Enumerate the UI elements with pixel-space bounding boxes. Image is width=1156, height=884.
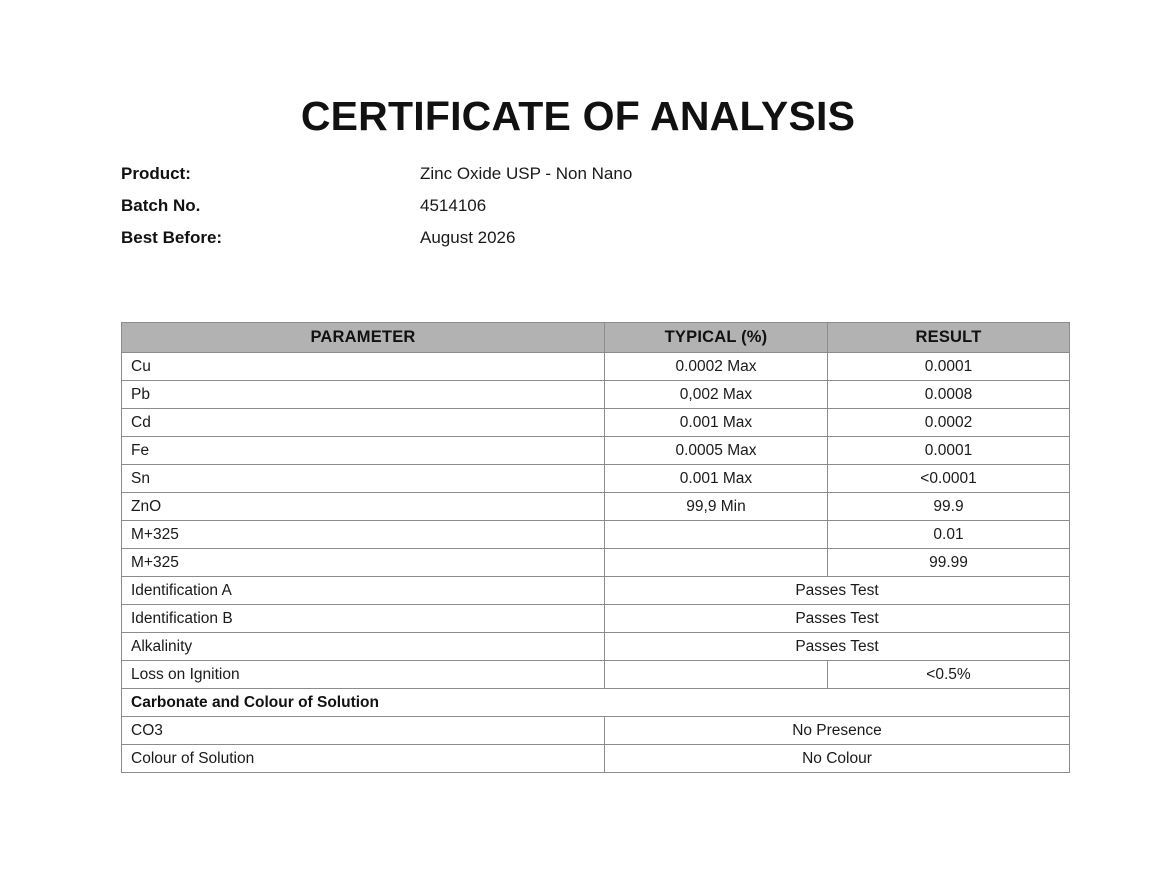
merged-value-cell: Passes Test [605, 633, 1070, 661]
product-label: Product: [121, 164, 191, 183]
result-cell: <0.5% [828, 661, 1070, 689]
merged-value-cell: Passes Test [605, 577, 1070, 605]
column-header-parameter: PARAMETER [122, 323, 605, 353]
typical-cell: 0.0005 Max [605, 437, 828, 465]
typical-cell [605, 661, 828, 689]
table-row [122, 549, 1070, 577]
parameter-cell: M+325 [122, 521, 605, 549]
typical-cell: 0.001 Max [605, 465, 828, 493]
typical-cell [605, 521, 828, 549]
parameter-cell: Identification B [122, 605, 605, 633]
result-cell: 0.0001 [828, 353, 1070, 381]
merged-value-cell: No Presence [605, 717, 1070, 745]
parameter-cell: Cd [122, 409, 605, 437]
parameter-cell: Cu [122, 353, 605, 381]
table-section-heading: Carbonate and Colour of Solution [122, 689, 1070, 717]
table-row [122, 661, 1070, 689]
table-row [122, 353, 1070, 381]
parameter-cell: Identification A [122, 577, 605, 605]
batch-no-value: 4514106 [420, 196, 487, 215]
table-row [122, 465, 1070, 493]
table-body [122, 353, 1070, 773]
result-cell: 0.0002 [828, 409, 1070, 437]
typical-cell: 0,002 Max [605, 381, 828, 409]
parameter-cell: ZnO [122, 493, 605, 521]
table-row [122, 437, 1070, 465]
result-cell: 0.01 [828, 521, 1070, 549]
merged-value-cell: Passes Test [605, 605, 1070, 633]
table-row [122, 689, 1070, 717]
table-row [122, 521, 1070, 549]
merged-value-cell: No Colour [605, 745, 1070, 773]
table-row [122, 577, 1070, 605]
typical-cell: 0.001 Max [605, 409, 828, 437]
product-value: Zinc Oxide USP - Non Nano [420, 164, 633, 183]
meta-row-batch-no [121, 196, 881, 228]
parameter-cell: M+325 [122, 549, 605, 577]
result-cell: 99.9 [828, 493, 1070, 521]
result-cell: 0.0001 [828, 437, 1070, 465]
result-cell: <0.0001 [828, 465, 1070, 493]
table-row [122, 633, 1070, 661]
table-row [122, 717, 1070, 745]
meta-row-product [121, 164, 881, 196]
typical-cell: 0.0002 Max [605, 353, 828, 381]
column-header-typical: TYPICAL (%) [605, 323, 828, 353]
result-cell: 0.0008 [828, 381, 1070, 409]
parameter-cell: Loss on Ignition [122, 661, 605, 689]
analysis-results-table [121, 322, 1070, 773]
best-before-label: Best Before: [121, 228, 223, 247]
batch-no-label: Batch No. [121, 196, 201, 215]
parameter-cell: Sn [122, 465, 605, 493]
table-header-row [122, 323, 1070, 353]
product-info-block [121, 164, 881, 260]
table-row [122, 493, 1070, 521]
table-header [122, 323, 1070, 353]
typical-cell [605, 549, 828, 577]
table-row [122, 381, 1070, 409]
parameter-cell: Pb [122, 381, 605, 409]
table-row [122, 605, 1070, 633]
column-header-result: RESULT [828, 323, 1070, 353]
parameter-cell: Colour of Solution [122, 745, 605, 773]
meta-row-best-before [121, 228, 881, 260]
parameter-cell: CO3 [122, 717, 605, 745]
result-cell: 99.99 [828, 549, 1070, 577]
best-before-value: August 2026 [420, 228, 516, 247]
parameter-cell: Fe [122, 437, 605, 465]
table-row [122, 745, 1070, 773]
parameter-cell: Alkalinity [122, 633, 605, 661]
typical-cell: 99,9 Min [605, 493, 828, 521]
table-row [122, 409, 1070, 437]
page-title: CERTIFICATE OF ANALYSIS [300, 93, 856, 139]
